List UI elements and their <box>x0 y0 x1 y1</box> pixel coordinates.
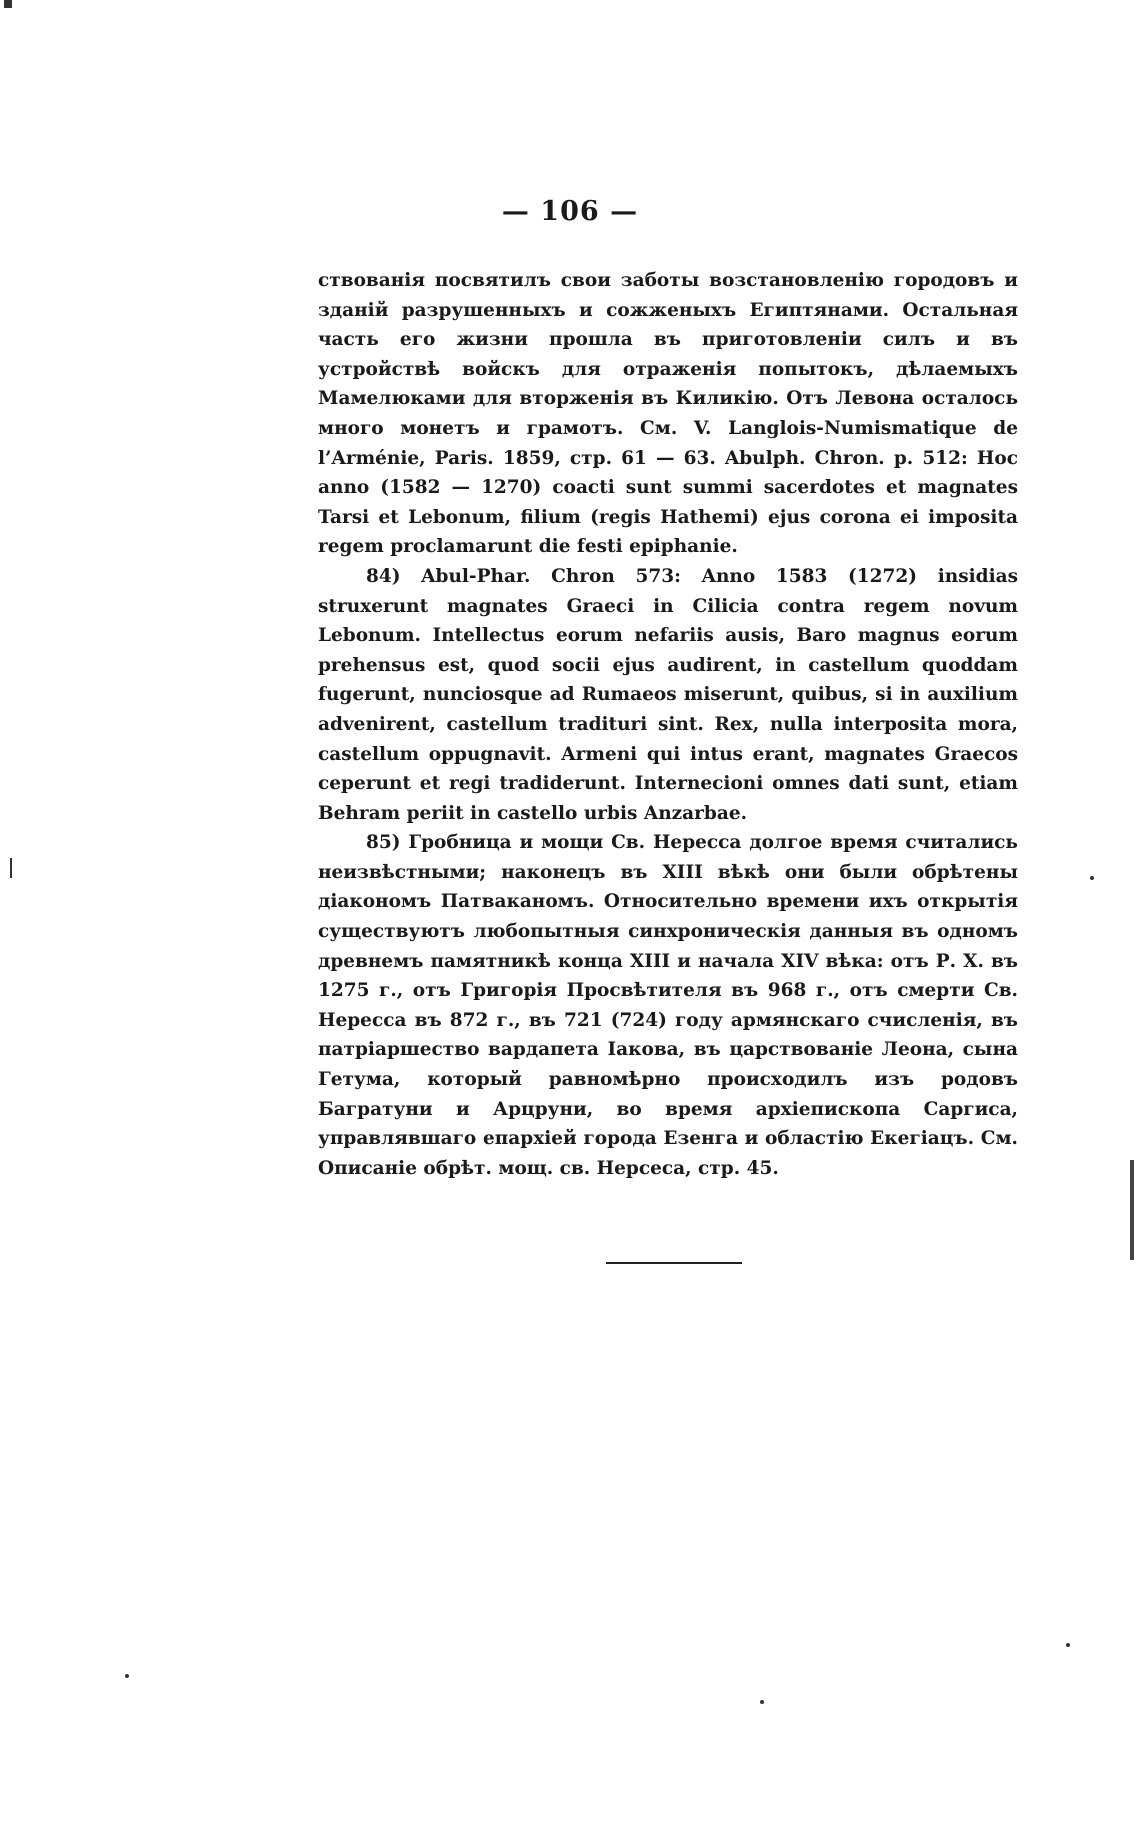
footnote-84: 84) Abul-Phar. Chron 573: Anno 1583 (1272) insidias struxerunt magnates Graeci in Cilicia contra regem novum Lebonum. Intellectus eorum nefariis ausis, Baro magnus eorum prehensus est, quod socii ejus audirent, in castellum quoddam fugerunt, nunciosque ad Rumaeos miserunt, quibus, si in auxilium advenirent, castellum tradituri sint. Rex, nulla interposita mora, castellum oppugnavit. Armeni qui intus erant, magnates Graecos ceperunt et regi tradiderunt. Internecioni omnes dati sunt, etiam Behram periit in castello urbis Anzarbae. <box>318 565 1018 824</box>
speck-mark <box>1066 1643 1070 1647</box>
margin-mark-left <box>10 858 12 878</box>
page-edge-shadow <box>1130 1160 1134 1260</box>
footnote-85: 85) Гробница и мощи Св. Нересса долгое время считались неизвѣстными; наконецъ въ XIII вѣкѣ они были обрѣтены діакономъ Патваканомъ. Относительно времени ихъ открытія существуютъ любопытныя синхроническія данныя въ одномъ древнемъ памятникѣ конца XIII и начала XIV вѣка: отъ Р. Х. въ 1275 г., отъ Григорія Просвѣтителя въ 968 г., отъ смерти Св. Нересса въ 872 г., въ 721 (724) году армянскаго счисленія, въ патріаршество вардапета Іакова, въ царствованіе Леона, сына Гетума, который равномѣрно происходилъ изъ родовъ Багратуни и Арцруни, во время архіепископа Саргиса, управлявшаго епархіей города Езенга и областію Екегіацъ. См. Описаніе обрѣт. мощ. св. Нерсеса, стр. 45. <box>318 832 1018 1179</box>
section-divider <box>606 1262 742 1264</box>
body-text <box>318 266 1018 1183</box>
corner-mark <box>4 0 12 8</box>
speck-mark <box>1090 876 1094 880</box>
page-number: — 106 — <box>501 196 639 227</box>
paragraph-continuation: ствованія посвятилъ свои заботы возстановленію городовъ и зданій разрушенныхъ и сожженыхъ Египтянами. Остальная часть его жизни прошла въ приготовленіи силъ и въ устройствѣ войскъ для отраженія попытокъ, дѣлаемыхъ Мамелюками для вторженія въ Киликію. Отъ Левона осталось много монетъ и грамотъ. См. V. Langlois-Numismatique de l’Arménie, Paris. 1859, стр. 61 — 63. Abulph. Chron. p. 512: Hoc anno (1582 — 1270) coacti sunt summi sacerdotes et magnates Tarsi et Lebonum, filium (regis Hathemi) ejus corona ei imposita regem proclamarunt die festi epiphanie. <box>318 270 1018 558</box>
speck-mark <box>125 1674 129 1678</box>
speck-mark <box>760 1700 764 1704</box>
